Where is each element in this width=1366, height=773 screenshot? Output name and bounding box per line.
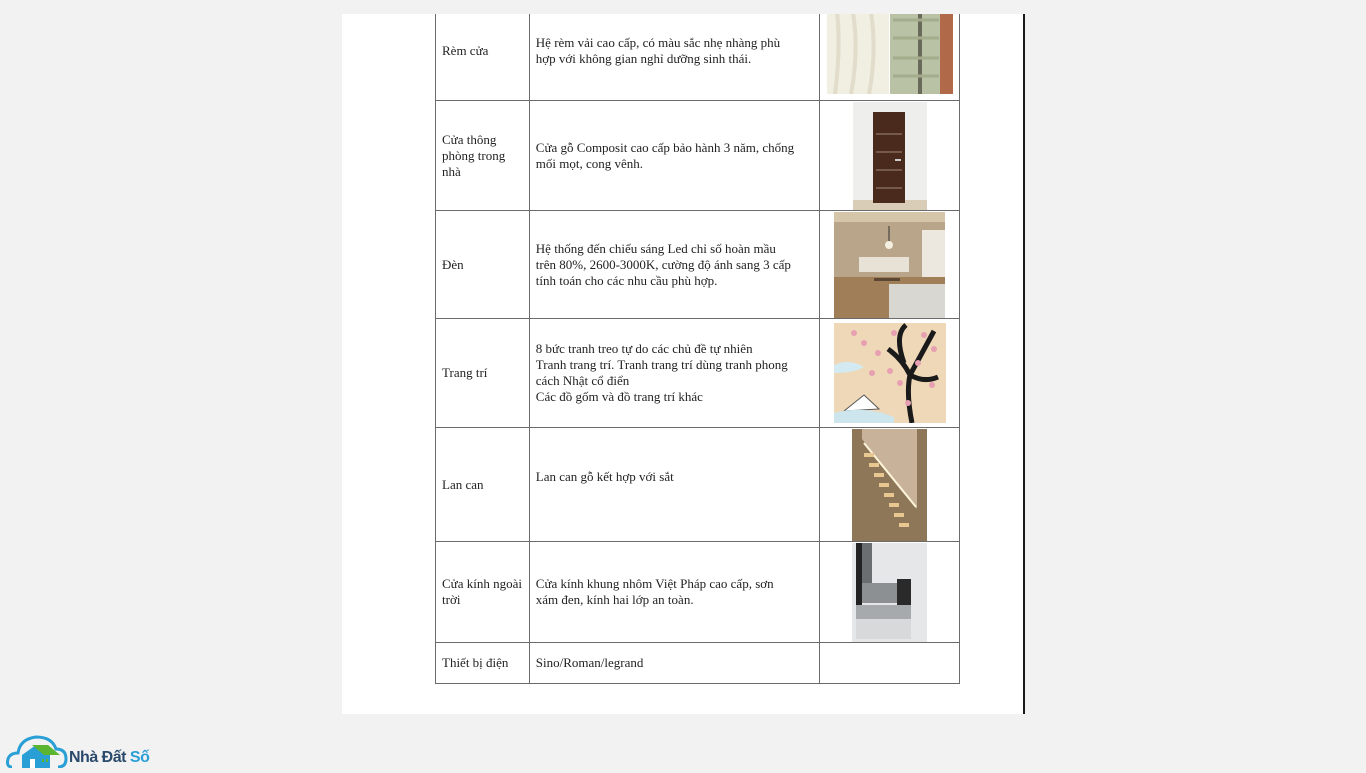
- item-description: [529, 643, 819, 684]
- image-cell: [820, 542, 960, 643]
- table-row: [436, 542, 960, 643]
- site-logo[interactable]: [6, 733, 166, 768]
- curtain-photo: [827, 14, 953, 94]
- description-line: trên 80%, 2600-3000K, cường độ ánh sang 3 cấp: [535, 256, 791, 272]
- cloud-house-icon: [6, 733, 68, 768]
- description-line: Tranh trang trí. Tranh trang trí dùng tranh phong: [535, 357, 788, 372]
- image-cell: [820, 101, 960, 211]
- description-line: Hệ rèm vải cao cấp, có màu sắc nhẹ nhàng phù: [535, 34, 781, 50]
- aluminum-frame-photo: [852, 543, 927, 642]
- logo-text-accent: Số: [129, 749, 150, 766]
- cherry-blossom-painting: [834, 323, 946, 423]
- door-photo: [853, 102, 927, 210]
- table-row: [436, 428, 960, 542]
- description-line: Hệ thống đến chiếu sáng Led chỉ số hoàn mầu: [535, 240, 776, 256]
- item-name: Đèn: [436, 211, 530, 319]
- table-row: [436, 101, 960, 211]
- description-line: Lan can gỗ kết hợp với sắt: [535, 468, 674, 484]
- clipped-footnote: [422, 708, 942, 714]
- table-row: [436, 643, 960, 684]
- logo-text-primary: Nhà Đất: [69, 749, 126, 766]
- description-line: xám đen, kính hai lớp an toàn.: [535, 592, 694, 607]
- materials-table: [435, 14, 960, 684]
- document-page: [342, 14, 1025, 714]
- item-name: Lan can: [436, 428, 530, 542]
- table-row: [436, 319, 960, 428]
- item-description: [529, 542, 819, 643]
- item-description: [529, 428, 819, 542]
- item-description: [529, 211, 819, 319]
- item-description: [529, 101, 819, 211]
- image-cell: [820, 428, 960, 542]
- item-description: [529, 14, 819, 101]
- description-line: tính toán cho các nhu cầu phù hợp.: [535, 272, 718, 288]
- description-line: mối mọt, cong vênh.: [535, 155, 644, 171]
- logo-text: [69, 749, 149, 767]
- description-line: Cửa kính khung nhôm Việt Pháp cao cấp, sơn: [535, 576, 774, 591]
- image-cell: [820, 319, 960, 428]
- description-line: Sino/Roman/legrand: [535, 655, 644, 670]
- interior-lighting-photo: [834, 212, 945, 318]
- table-row: [436, 14, 960, 101]
- item-name: Trang trí: [436, 319, 530, 428]
- description-line: hợp với không gian nghỉ dưỡng sinh thái.: [535, 50, 752, 66]
- description-line: Cửa gỗ Composit cao cấp bảo hành 3 năm, chống: [535, 139, 795, 155]
- item-name: Cửa kính ngoài trời: [436, 542, 530, 643]
- description-line: Các đồ gốm và đồ trang trí khác: [535, 389, 703, 404]
- image-cell: [820, 14, 960, 101]
- image-cell: [820, 211, 960, 319]
- item-description: [529, 319, 819, 428]
- table-row: [436, 211, 960, 319]
- item-name: Cửa thông phòng trong nhà: [436, 101, 530, 211]
- staircase-photo: [852, 429, 927, 541]
- description-line: 8 bức tranh treo tự do các chủ đề tự nhiên: [535, 341, 753, 356]
- image-cell: [820, 643, 960, 684]
- description-line: cách Nhật cổ điển: [535, 373, 630, 388]
- item-name: Rèm cửa: [436, 14, 530, 101]
- item-name: Thiết bị điện: [436, 643, 530, 684]
